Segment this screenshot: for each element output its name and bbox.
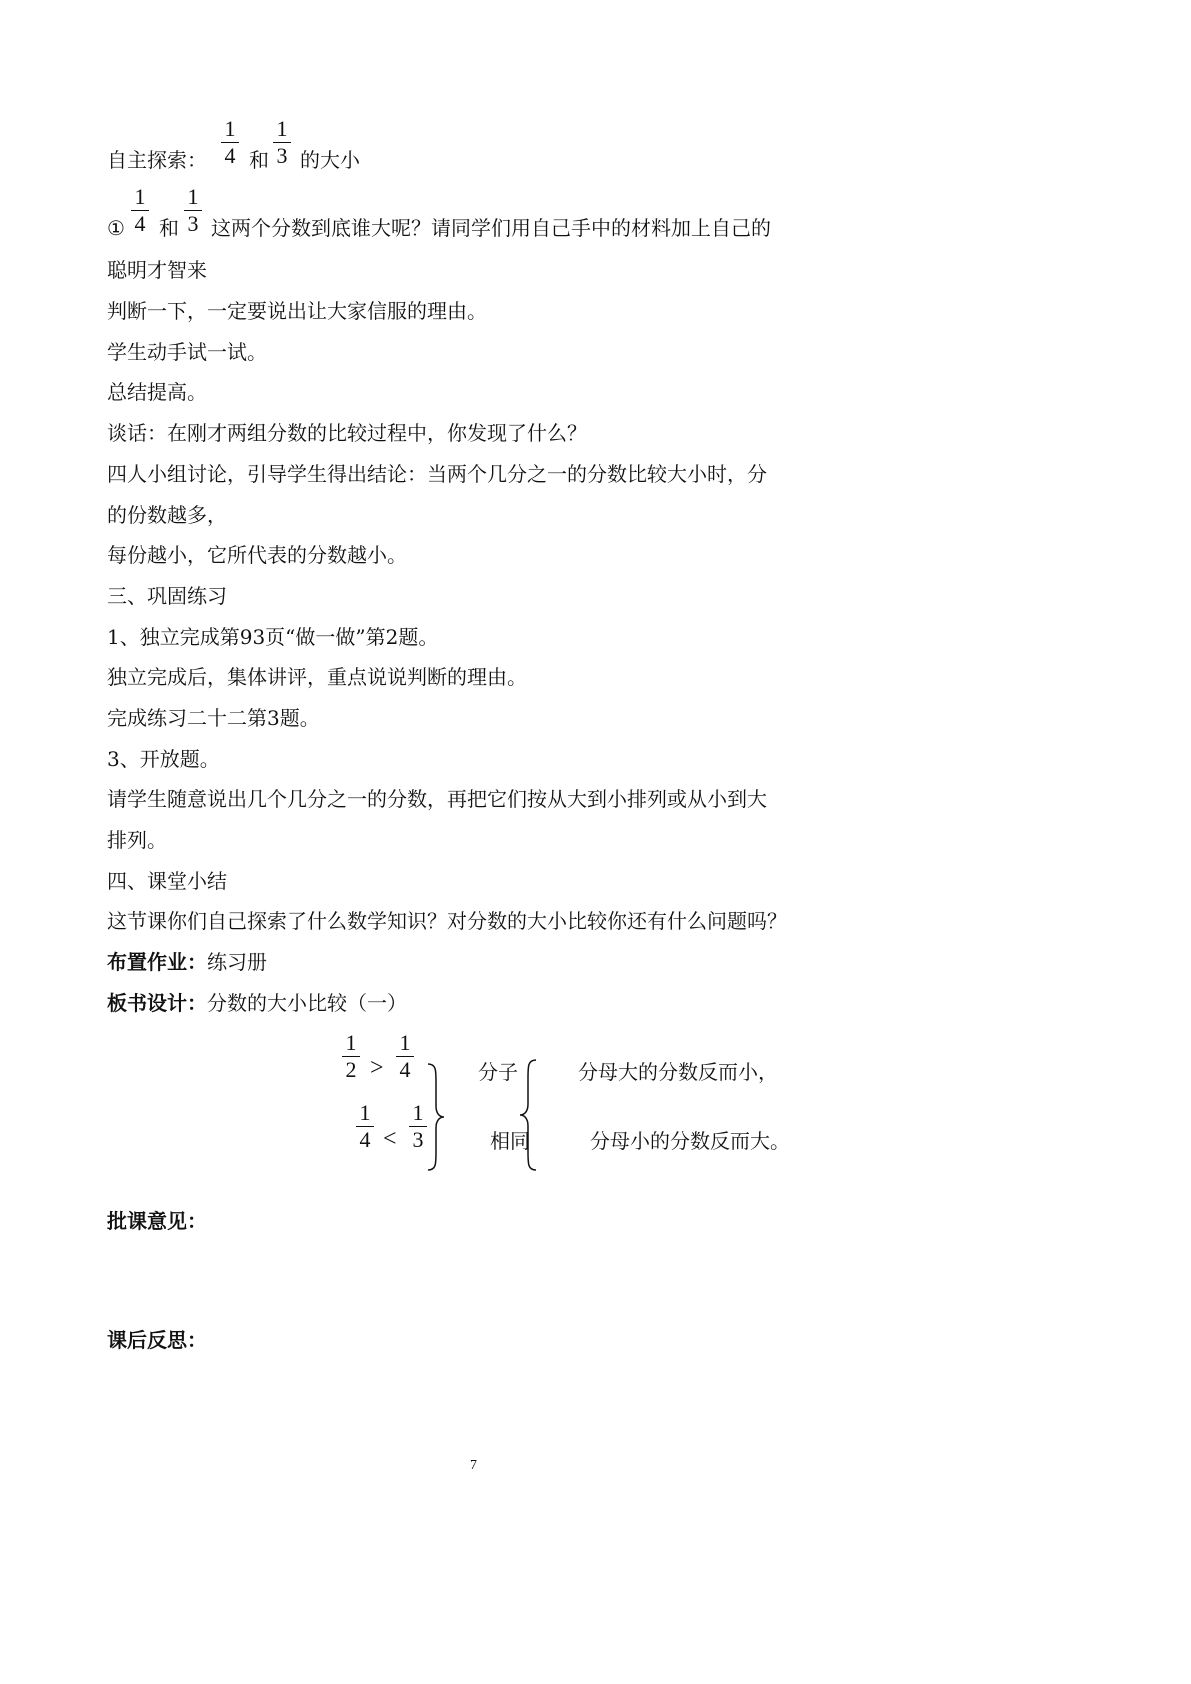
homework-text: 练习册 xyxy=(207,950,267,974)
denominator: 3 xyxy=(412,1127,424,1152)
section-heading: 三、巩固练习 xyxy=(107,584,227,608)
label-same: 相同 xyxy=(490,1129,530,1153)
numerator: 1 xyxy=(412,1100,424,1125)
homework-line xyxy=(107,948,267,976)
label-numerator: 分子 xyxy=(478,1060,518,1084)
explore-suffix: 的大小 xyxy=(300,148,360,172)
explore-conj: 和 xyxy=(249,148,269,172)
numerator: 1 xyxy=(359,1100,371,1125)
numerator: 1 xyxy=(134,184,146,209)
q1-marker: ① xyxy=(107,216,125,240)
paragraph-line: 四人小组讨论，引导学生得出结论：当两个几分之一的分数比较大小时，分 xyxy=(107,462,767,486)
denominator: 4 xyxy=(399,1057,411,1082)
paragraph-line: 1、独立完成第93页“做一做”第2题。 xyxy=(107,625,439,649)
denominator: 3 xyxy=(276,143,288,168)
paragraph-line: 聪明才智来 xyxy=(107,258,207,282)
explore-prefix: 自主探索： xyxy=(107,148,207,172)
numerator: 1 xyxy=(224,116,236,141)
paragraph-line: 排列。 xyxy=(107,828,167,852)
less-than-sign: < xyxy=(383,1126,397,1152)
left-brace-icon xyxy=(516,1058,540,1172)
reflection-label: 课后反思： xyxy=(107,1328,207,1352)
paragraph-line: 完成练习二十二第3题。 xyxy=(107,706,320,730)
rule-bottom: 分母小的分数反而大。 xyxy=(590,1129,790,1153)
paragraph-line: 判断一下，一定要说出让大家信服的理由。 xyxy=(107,299,487,323)
review-label: 批课意见： xyxy=(107,1209,207,1233)
fraction-one-quarter xyxy=(131,186,149,235)
homework-label: 布置作业： xyxy=(107,950,207,974)
denominator: 3 xyxy=(187,211,199,236)
fraction-one-third xyxy=(184,186,202,235)
fraction-one-half xyxy=(342,1032,360,1081)
section-heading: 四、课堂小结 xyxy=(107,869,227,893)
paragraph-line: 这节课你们自己探索了什么数学知识？对分数的大小比较你还有什么问题吗？ xyxy=(107,909,787,933)
q1-text: 这两个分数到底谁大呢？请同学们用自己手中的材料加上自己的 xyxy=(211,216,771,240)
denominator: 4 xyxy=(359,1127,371,1152)
paragraph-line: 谈话：在刚才两组分数的比较过程中，你发现了什么？ xyxy=(107,421,587,445)
paragraph-line: 每份越小，它所代表的分数越小。 xyxy=(107,543,407,567)
paragraph-line: 3、开放题。 xyxy=(107,747,220,771)
paragraph-line: 请学生随意说出几个几分之一的分数，再把它们按从大到小排列或从小到大 xyxy=(107,787,767,811)
board-line xyxy=(107,989,407,1017)
denominator: 2 xyxy=(345,1057,357,1082)
numerator: 1 xyxy=(399,1030,411,1055)
greater-than-sign: > xyxy=(370,1055,384,1081)
paragraph-line: 的份数越多， xyxy=(107,503,227,527)
rule-top: 分母大的分数反而小， xyxy=(578,1060,778,1084)
q1-conj: 和 xyxy=(159,216,179,240)
board-label: 板书设计： xyxy=(107,991,207,1015)
fraction-one-quarter xyxy=(221,118,239,167)
paragraph-line: 总结提高。 xyxy=(107,380,207,404)
right-brace-icon xyxy=(424,1062,448,1172)
page-number: 7 xyxy=(470,1458,477,1473)
board-text: 分数的大小比较（一） xyxy=(207,991,407,1015)
fraction-one-quarter xyxy=(356,1102,374,1151)
paragraph-line: 学生动手试一试。 xyxy=(107,340,267,364)
fraction-one-third xyxy=(273,118,291,167)
fraction-one-quarter xyxy=(396,1032,414,1081)
numerator: 1 xyxy=(187,184,199,209)
paragraph-line: 独立完成后，集体讲评，重点说说判断的理由。 xyxy=(107,665,527,689)
denominator: 4 xyxy=(224,143,236,168)
numerator: 1 xyxy=(276,116,288,141)
numerator: 1 xyxy=(345,1030,357,1055)
denominator: 4 xyxy=(134,211,146,236)
